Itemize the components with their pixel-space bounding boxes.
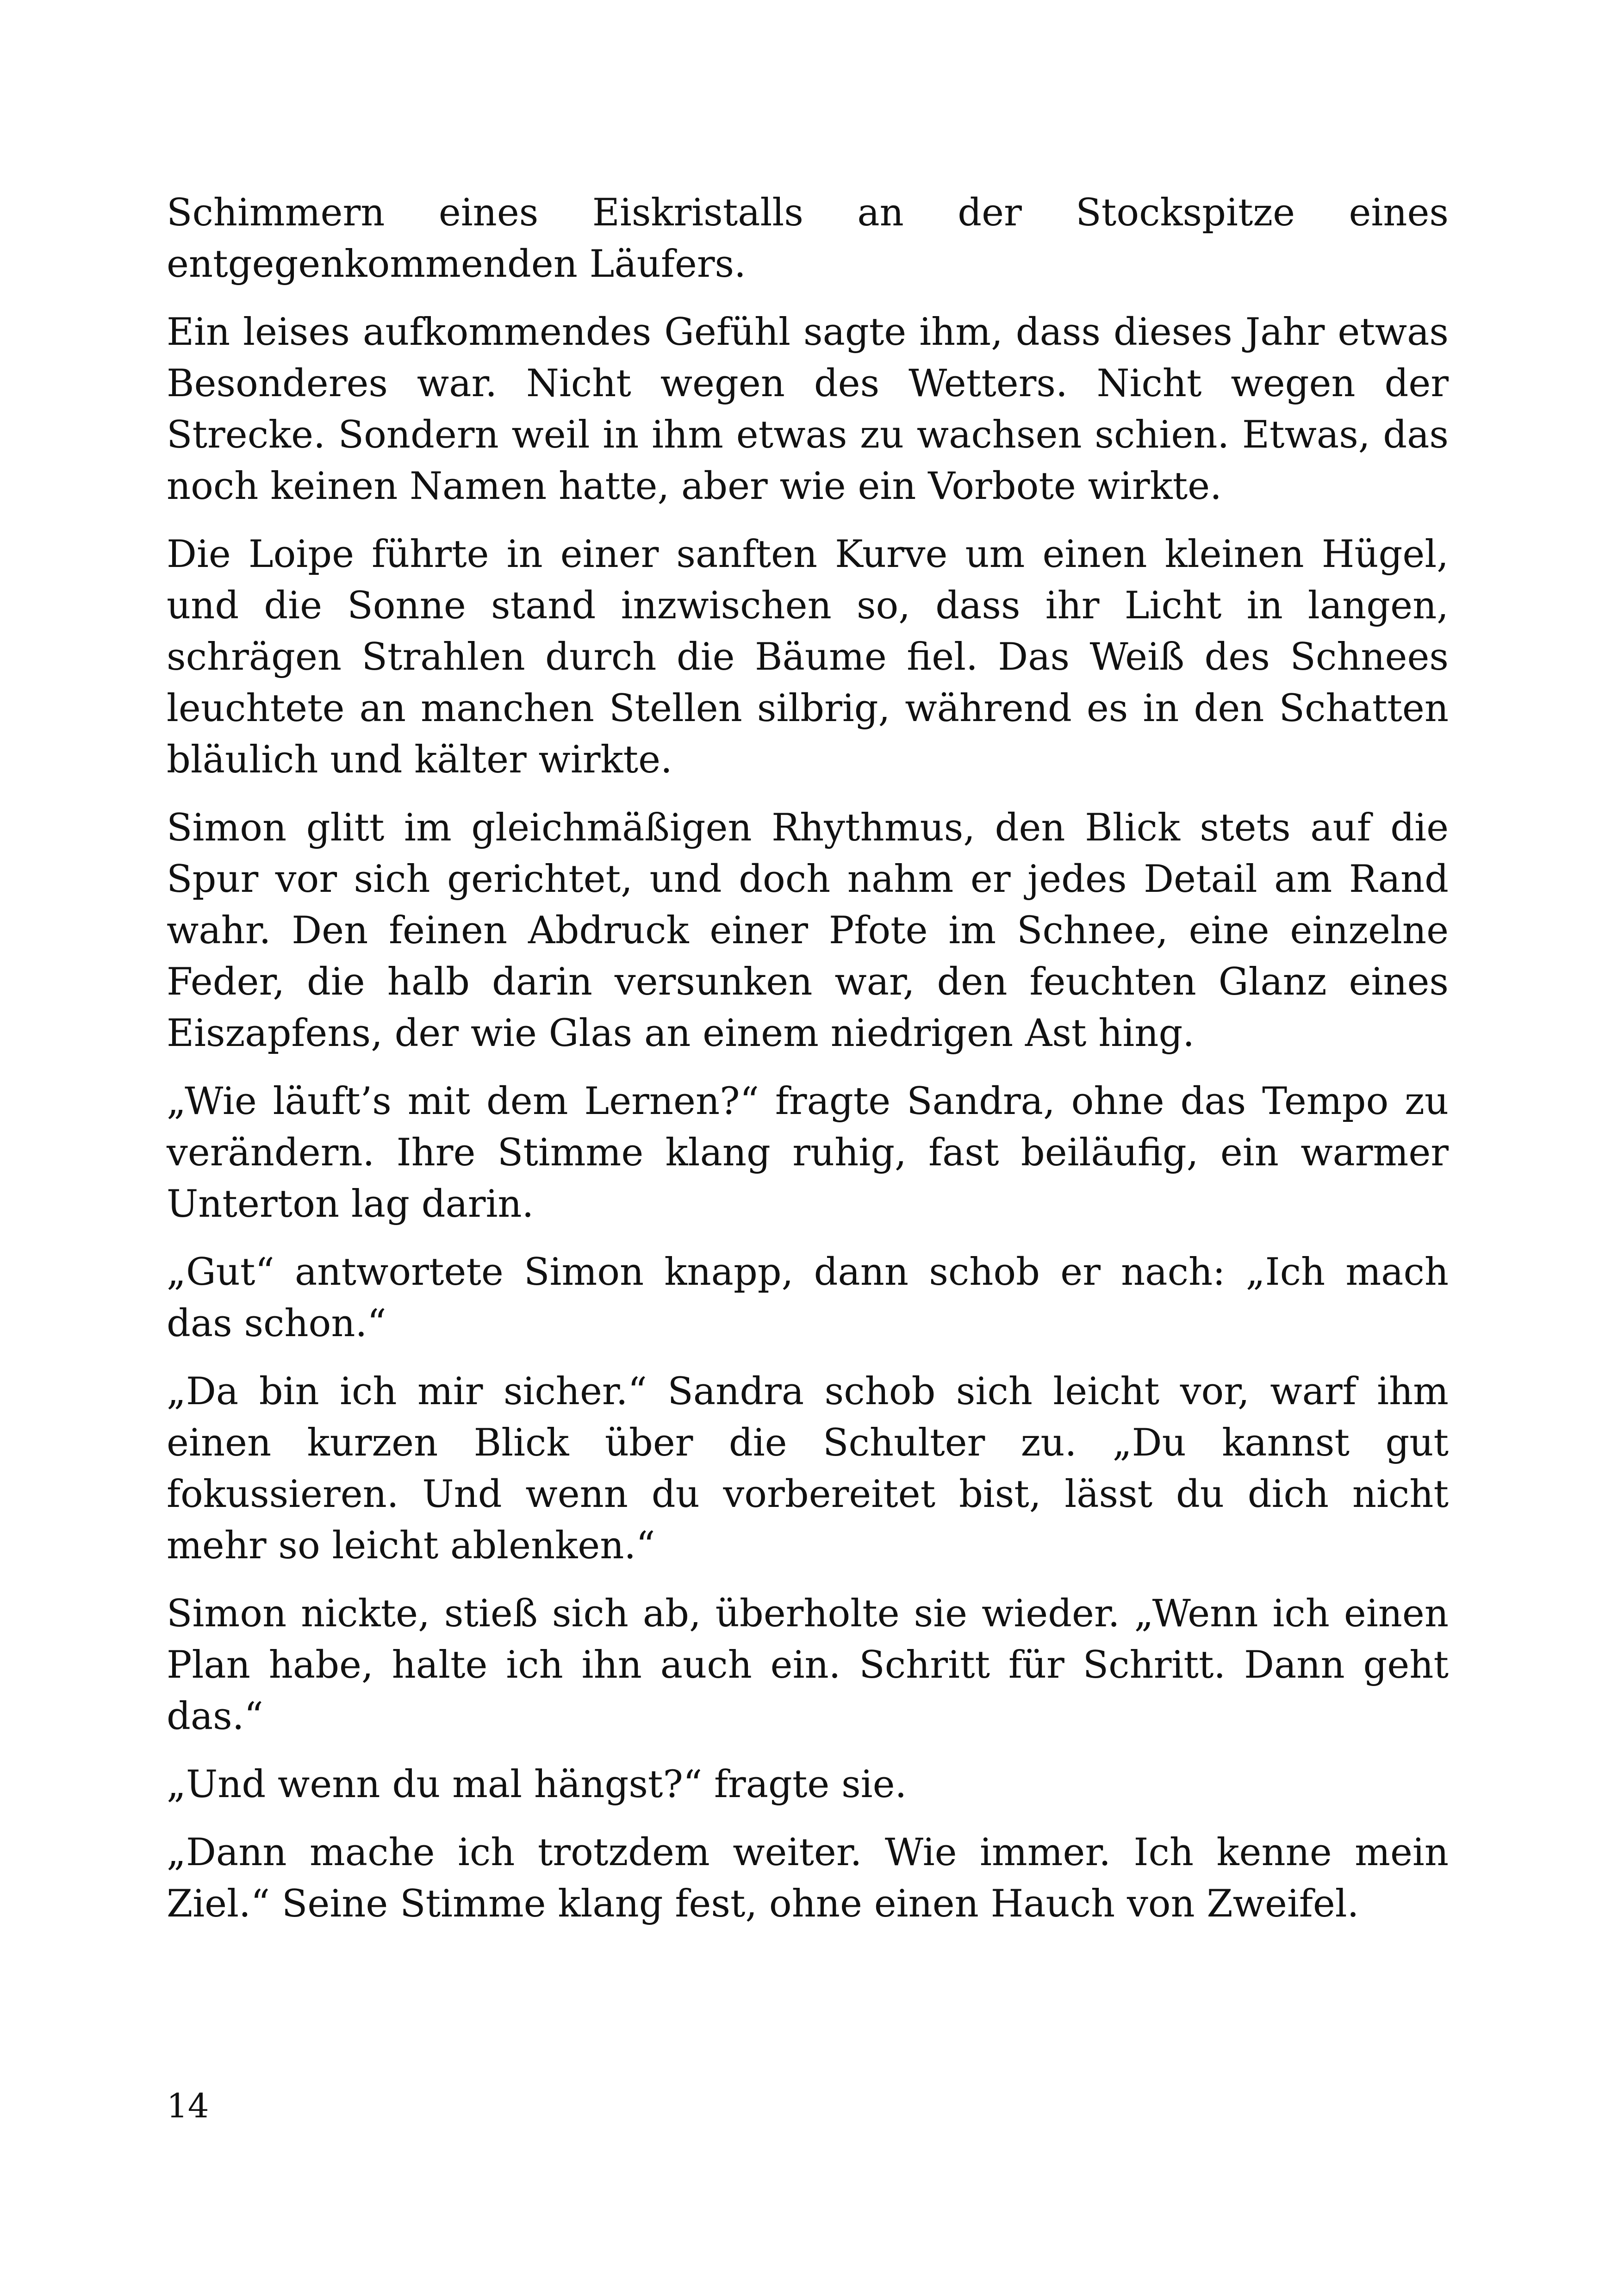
paragraph-8: Simon nickte, stieß sich ab, überholte sie wieder. „Wenn ich einen Plan habe, halte ich ihn auch ein. Schritt für Schritt. Dann geht das.“ — [167, 1592, 1449, 1738]
body-text — [167, 187, 1449, 1947]
paragraph-10: „Dann mache ich trotzdem weiter. Wie immer. Ich kenne mein Ziel.“ Seine Stimme klang fest, ohne einen Hauch von Zweifel. — [167, 1831, 1449, 1926]
paragraph-2: Ein leises aufkommendes Gefühl sagte ihm, dass dieses Jahr etwas Besonderes war. Nicht wegen des Wetters. Nicht wegen der Strecke. Sondern weil in ihm etwas zu wachsen schien. Etwas, das noch keinen Namen hatte, aber wie ein Vorbote wirkte. — [167, 311, 1449, 508]
paragraph-1: Schimmern eines Eiskristalls an der Stockspitze eines entgegenkommenden Läufers. — [167, 191, 1449, 286]
paragraph-7: „Da bin ich mir sicher.“ Sandra schob sich leicht vor, warf ihm einen kurzen Blick über die Schulter zu. „Du kannst gut fokussieren. Und wenn du vorbereitet bist, lässt du dich nicht mehr so leicht ablenken.“ — [167, 1370, 1449, 1568]
page-number: 14 — [167, 2086, 209, 2125]
paragraph-5: „Wie läuft’s mit dem Lernen?“ fragte Sandra, ohne das Tempo zu verändern. Ihre Stimme klang ruhig, fast beiläufig, ein warmer Unterton lag darin. — [167, 1080, 1449, 1226]
paragraph-9: „Und wenn du mal hängst?“ fragte sie. — [167, 1763, 907, 1806]
paragraph-6: „Gut“ antwortete Simon knapp, dann schob er nach: „Ich mach das schon.“ — [167, 1251, 1449, 1345]
paragraph-3: Die Loipe führte in einer sanften Kurve um einen kleinen Hügel, und die Sonne stand inzwischen so, dass ihr Licht in langen, schrägen Strahlen durch die Bäume fiel. Das Weiß des Schnees leuchtete an manchen Stellen silbrig, während es in den Schatten bläulich und kälter wirkte. — [167, 533, 1449, 782]
paragraph-4: Simon glitt im gleichmäßigen Rhythmus, den Blick stets auf die Spur vor sich gerichtet, und doch nahm er jedes Detail am Rand wahr. Den feinen Abdruck einer Pfote im Schnee, eine einzelne Feder, die halb darin versunken war, den feuchten Glanz eines Eiszapfens, der wie Glas an einem niedrigen Ast hing. — [167, 806, 1449, 1055]
